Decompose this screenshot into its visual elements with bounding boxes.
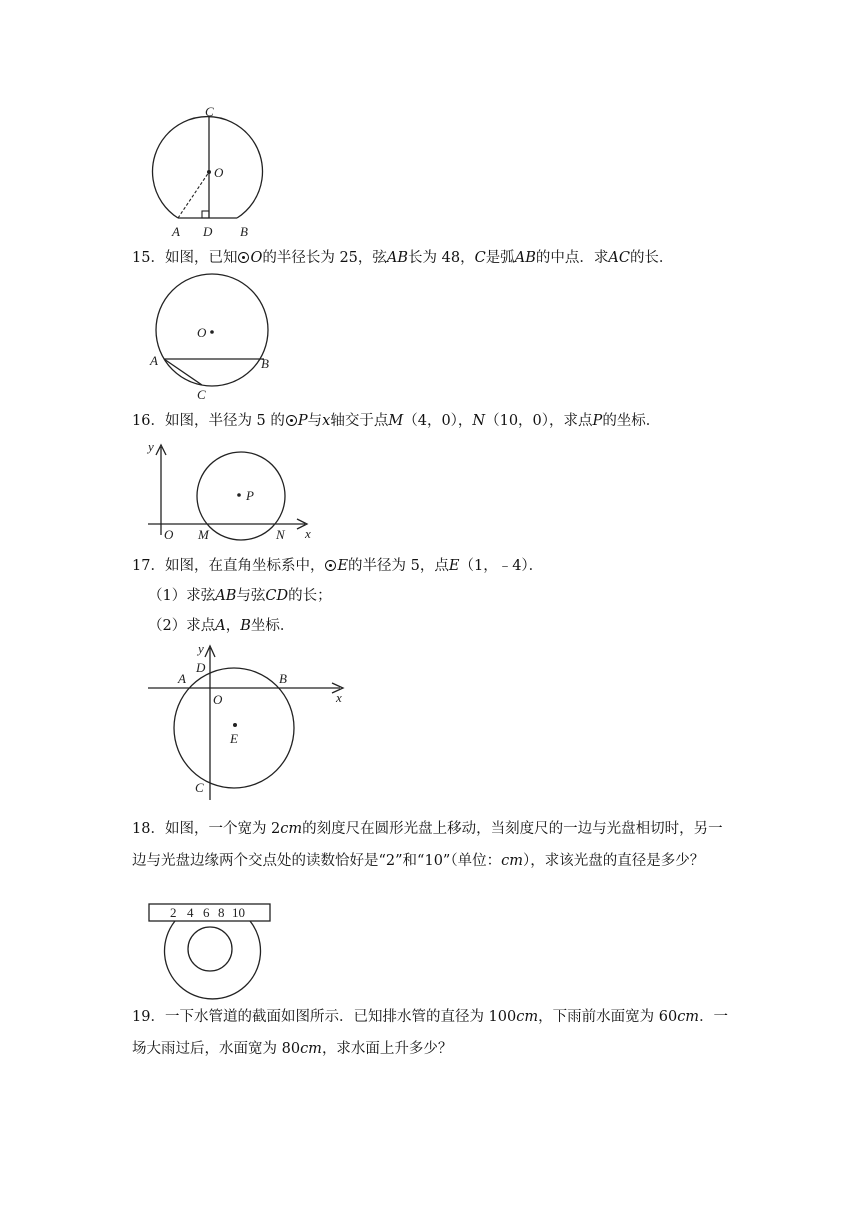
label-c: C — [195, 780, 204, 795]
label-o: O — [214, 165, 224, 180]
label-m: M — [198, 527, 209, 542]
question-15: 15．如图，已知 O的半径长为 25，弦AB长为 48，C是弧AB的中点．求AC的长． — [132, 250, 674, 266]
center-o-dot — [207, 170, 211, 174]
center-e-dot — [233, 723, 237, 727]
circle-o — [156, 274, 268, 386]
ruler-tick-10: 10 — [232, 905, 245, 920]
question-number: 19． — [132, 1009, 165, 1025]
label-a: A — [172, 224, 180, 239]
label-b: B — [261, 356, 269, 371]
segment-ac — [164, 359, 202, 385]
label-o: O — [164, 527, 174, 542]
label-a: A — [150, 353, 158, 368]
figure-q15 — [140, 270, 280, 405]
label-c: C — [205, 104, 214, 119]
circle-symbol-icon — [286, 415, 297, 426]
label-x: x — [305, 526, 311, 541]
figure-q16 — [140, 435, 330, 545]
figure-q14 — [140, 100, 280, 240]
label-y: y — [198, 641, 204, 656]
label-p: P — [246, 488, 254, 503]
center-p-dot — [237, 493, 241, 497]
inner-disc-hole — [188, 927, 232, 971]
right-angle-mark — [202, 211, 209, 218]
outer-disc-arc — [165, 921, 261, 999]
ruler-tick-4: 4 — [187, 905, 194, 920]
ruler-tick-2: 2 — [170, 905, 177, 920]
label-c: C — [197, 387, 206, 402]
label-o: O — [213, 692, 223, 707]
label-b: B — [279, 671, 287, 686]
question-18: 18．如图，一个宽为 2cm的刻度尺在圆形光盘上移动，当刻度尺的一边与光盘相切时，另一边与光盘边缘两个交点处的读数恰好是“2”和“10”（单位：cm），求该光盘的直径是多少？ — [132, 821, 723, 869]
question-16: 16．如图，半径为 5 的 P与x轴交于点M（4，0），N（10，0），求点P的坐标． — [132, 413, 661, 429]
circle-p — [197, 452, 285, 540]
label-d: D — [196, 660, 206, 675]
ruler-tick-8: 8 — [218, 905, 225, 920]
figure-q18 — [148, 903, 278, 998]
label-o: O — [197, 325, 207, 340]
question-17-part-1: （1）求弦AB与弦CD的长； — [148, 588, 332, 604]
circle-symbol-icon — [238, 252, 249, 263]
question-number: 18． — [132, 821, 165, 837]
circle-o-arc — [153, 117, 263, 218]
figure-q17 — [140, 640, 355, 805]
ruler — [149, 904, 270, 921]
label-b: B — [240, 224, 248, 239]
center-o-dot — [210, 330, 214, 334]
label-y: y — [148, 439, 154, 454]
question-number: 17． — [132, 558, 165, 574]
question-19: 19．一下水管道的截面如图所示．已知排水管的直径为 100cm，下雨前水面宽为 60cm．一场大雨过后，水面宽为 80cm，求水面上升多少？ — [132, 1009, 729, 1057]
circle-symbol-icon — [325, 560, 336, 571]
ruler-tick-6: 6 — [203, 905, 210, 920]
question-17-part-2: （2）求点A，B坐标． — [148, 618, 295, 634]
question-number: 15． — [132, 250, 165, 266]
question-number: 16． — [132, 413, 165, 429]
label-d: D — [203, 224, 213, 239]
label-e: E — [230, 731, 238, 746]
label-x: x — [336, 690, 342, 705]
circle-e — [174, 668, 294, 788]
label-n: N — [276, 527, 285, 542]
question-17: 17．如图，在直角坐标系中， E的半径为 5，点E（1，﹣4）． — [132, 558, 544, 574]
label-a: A — [178, 671, 186, 686]
